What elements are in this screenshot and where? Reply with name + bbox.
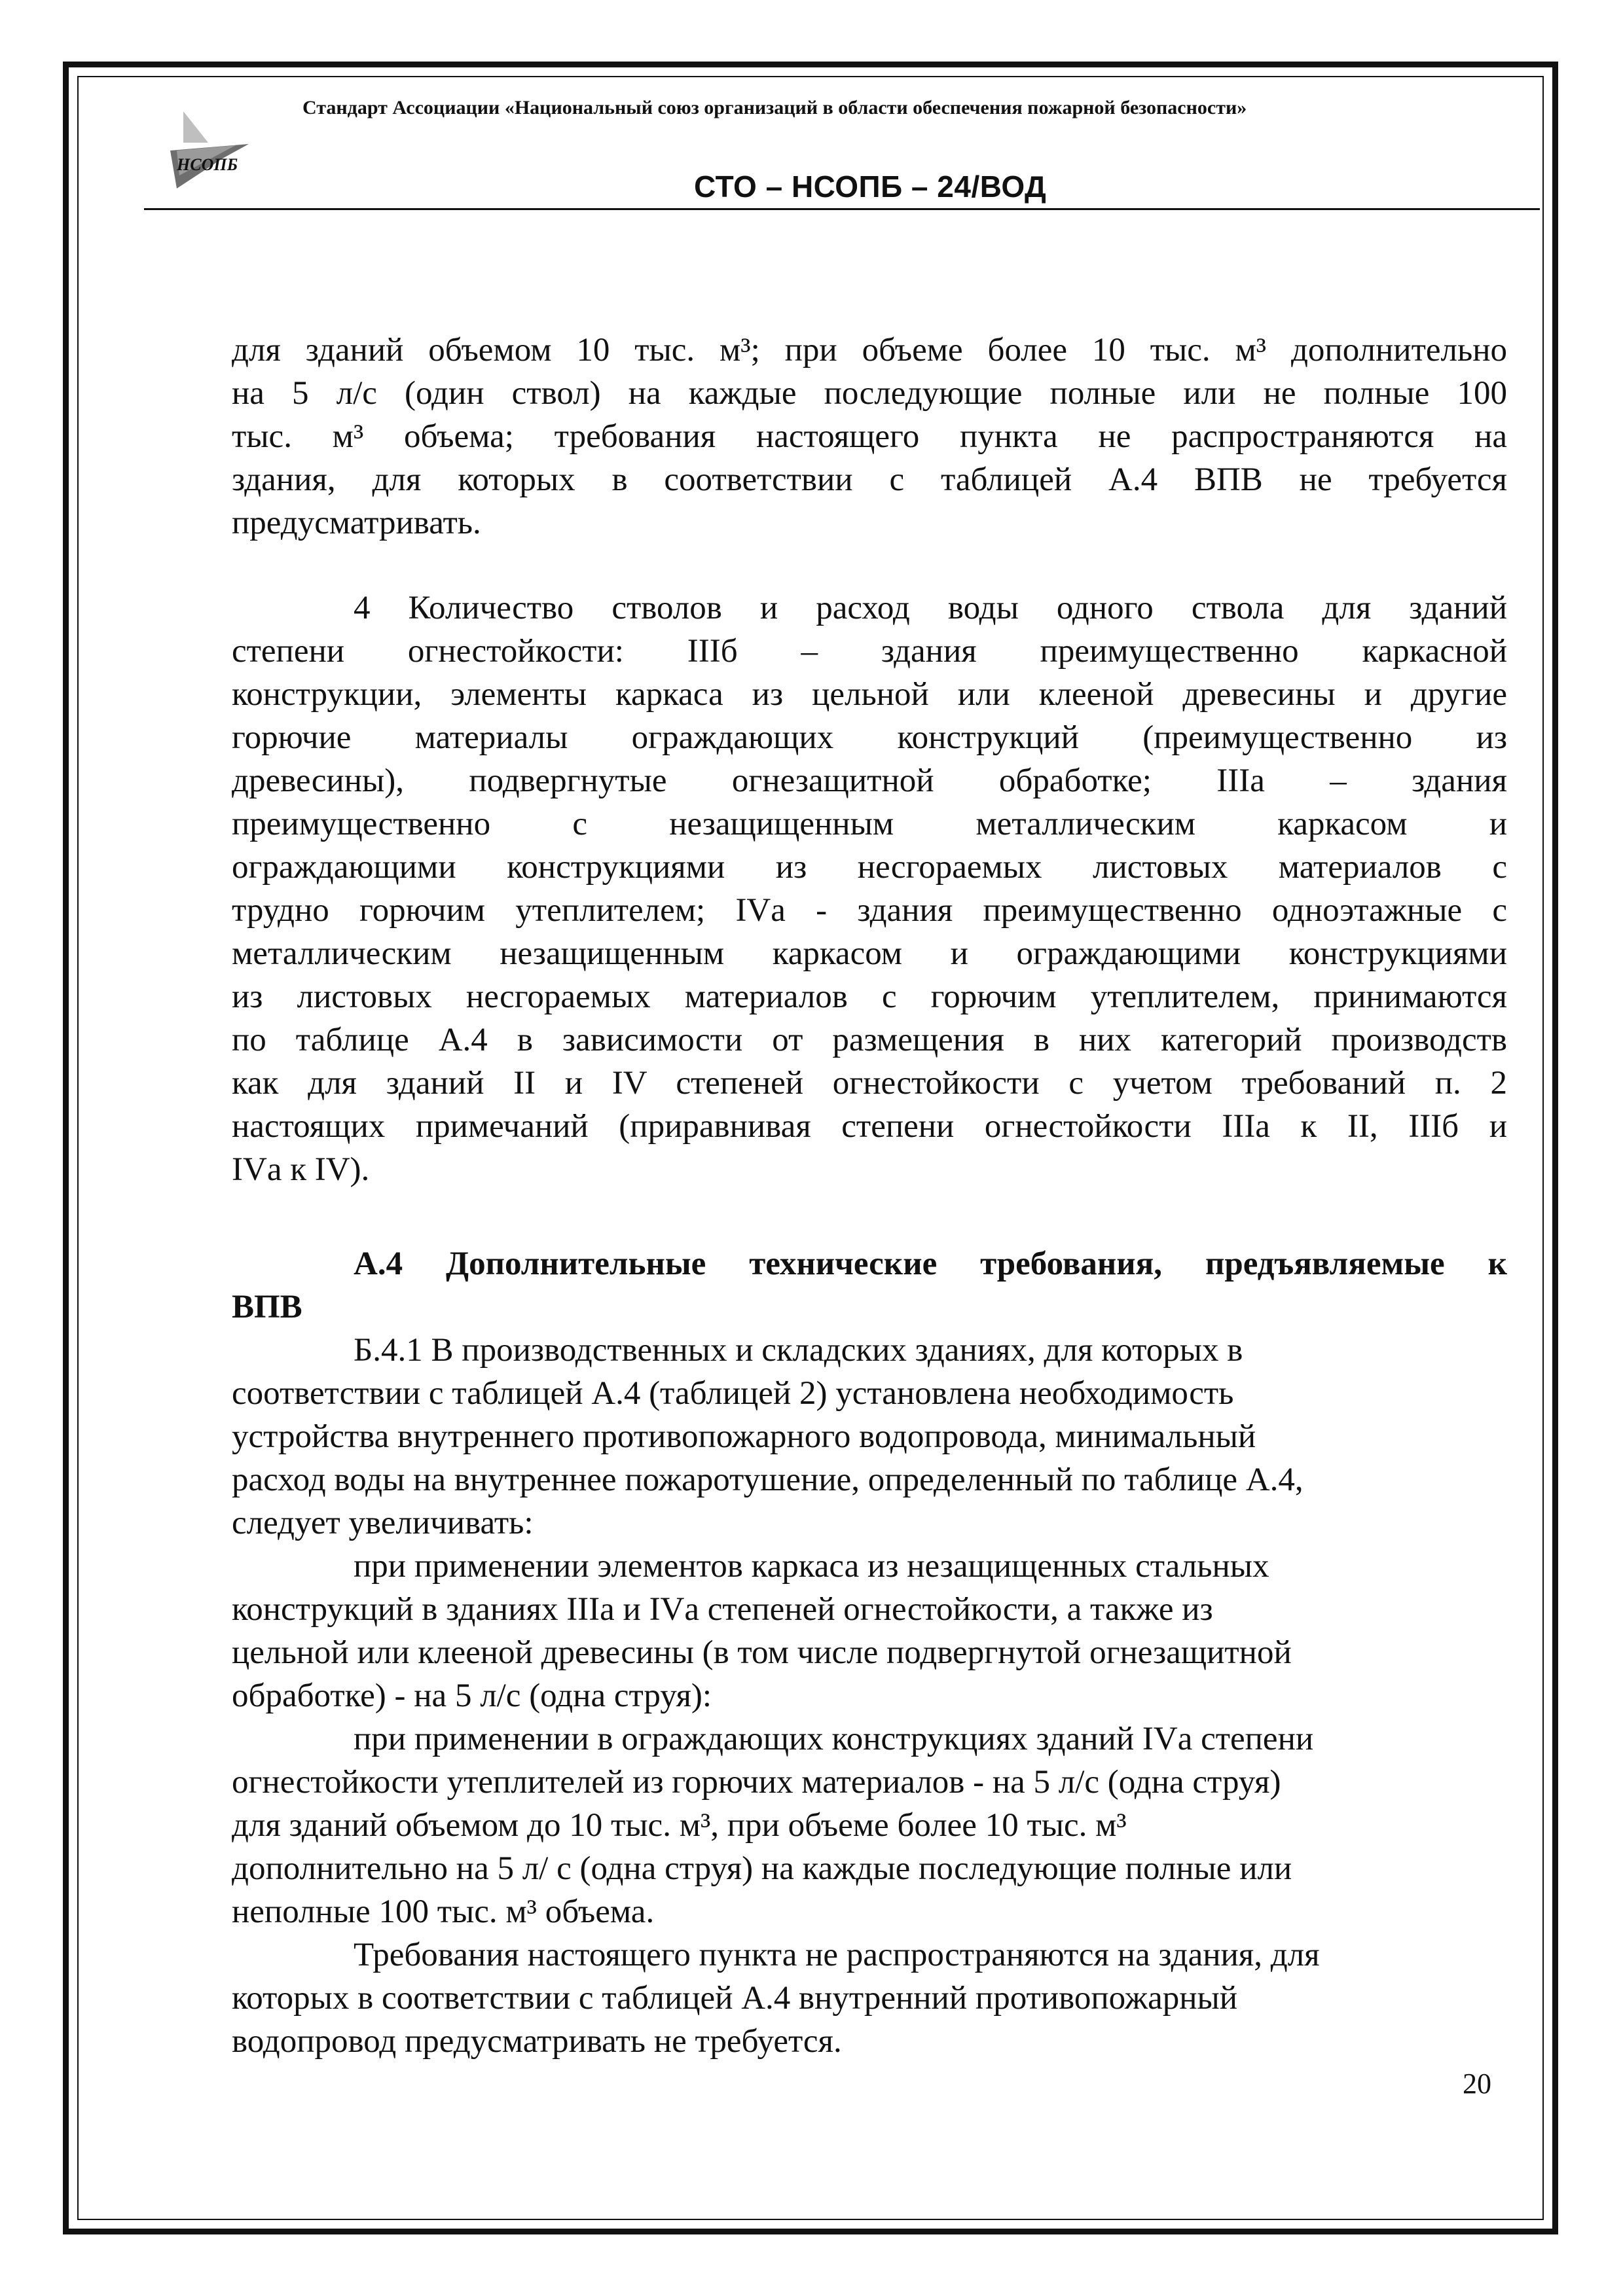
text-line: водопровод предусматривать не требуется. — [232, 2023, 842, 2060]
text-line: следует увеличивать: — [232, 1505, 534, 1541]
section-heading — [232, 1242, 1507, 1329]
heading-line: ВПВ — [232, 1289, 302, 1325]
text-line: IVа к IV). — [232, 1151, 370, 1188]
heading-line: А.4 Дополнительные технические требования, предъявляемые к — [354, 1246, 1507, 1282]
document-code: СТО – НСОПБ – 24/ВОД — [694, 170, 1047, 204]
text-line: настоящих примечаний (приравнивая степени огнестойкости IIIа к II, IIIб и — [232, 1108, 1507, 1145]
text-line: из листовых несгораемых материалов с горючим утеплителем, принимаются — [232, 978, 1507, 1015]
text-line: металлическим незащищенным каркасом и ограждающими конструкциями — [232, 935, 1507, 972]
text-line: при применении элементов каркаса из незащищенных стальных — [354, 1548, 1269, 1585]
text-line: устройства внутреннего противопожарного водопровода, минимальный — [232, 1418, 1256, 1455]
text-line: на 5 л/с (один ствол) на каждые последующие полные или не полные 100 — [232, 375, 1507, 412]
text-line: соответствии с таблицей А.4 (таблицей 2) установлена необходимость — [232, 1375, 1234, 1412]
text-line: древесины), подвергнутые огнезащитной обработке; IIIа – здания — [232, 762, 1507, 799]
text-line: здания, для которых в соответствии с таблицей А.4 ВПВ не требуется — [232, 461, 1507, 498]
text-line: которых в соответствии с таблицей А.4 внутренний противопожарный — [232, 1980, 1238, 2017]
text-line: предусматривать. — [232, 505, 481, 541]
text-line: при применении в ограждающих конструкциях зданий IVа степени — [354, 1721, 1314, 1757]
text-line: расход воды на внутреннее пожаротушение, определенный по таблице А.4, — [232, 1462, 1304, 1498]
text-line: трудно горючим утеплителем; IVа - здания преимущественно одноэтажные с — [232, 892, 1507, 929]
text-line: обработке) - на 5 л/с (одна струя): — [232, 1677, 712, 1714]
paragraph-4 — [232, 1545, 1507, 1717]
paragraph-6 — [232, 1933, 1507, 2063]
text-line: преимущественно с незащищенным металлическим каркасом и — [232, 806, 1507, 842]
paragraph-1 — [232, 329, 1507, 545]
header-divider — [144, 208, 1540, 210]
logo-text: НСОПБ — [177, 155, 238, 174]
text-line: для зданий объемом 10 тыс. м³; при объеме более 10 тыс. м³ дополнительно — [232, 332, 1507, 368]
text-line: горючие материалы ограждающих конструкций (преимущественно из — [232, 719, 1507, 756]
text-line: конструкций в зданиях IIIа и IVа степеней огнестойкости, а также из — [232, 1591, 1213, 1628]
text-line: Требования настоящего пункта не распространяются на здания, для — [354, 1937, 1320, 1973]
header-organization: Стандарт Ассоциации «Национальный союз организаций в области обеспечения пожарной безопасности» — [302, 97, 1247, 118]
page-number: 20 — [1463, 2068, 1491, 2100]
text-line: 4 Количество стволов и расход воды одного ствола для зданий — [354, 590, 1507, 626]
text-line: для зданий объемом до 10 тыс. м³, при объеме более 10 тыс. м³ — [232, 1807, 1127, 1844]
text-line: огнестойкости утеплителей из горючих материалов - на 5 л/с (одна струя) — [232, 1764, 1281, 1801]
text-line: Б.4.1 В производственных и складских зданиях, для которых в — [354, 1332, 1243, 1369]
text-line: тыс. м³ объема; требования настоящего пункта не распространяются на — [232, 418, 1507, 455]
text-line: по таблице А.4 в зависимости от размещения в них категорий производств — [232, 1022, 1507, 1058]
text-line: цельной или клееной древесины (в том числе подвергнутой огнезащитной — [232, 1634, 1292, 1671]
paragraph-5 — [232, 1717, 1507, 1933]
text-line: неполные 100 тыс. м³ объема. — [232, 1893, 655, 1930]
paragraph-3 — [232, 1329, 1507, 1545]
text-line: степени огнестойкости: IIIб – здания преимущественно каркасной — [232, 633, 1507, 670]
nsopb-logo — [157, 105, 255, 190]
text-line: как для зданий II и IV степеней огнестойкости с учетом требований п. 2 — [232, 1065, 1507, 1102]
text-line: ограждающими конструкциями из несгораемых листовых материалов с — [232, 849, 1507, 886]
text-line: дополнительно на 5 л/ с (одна струя) на каждые последующие полные или — [232, 1850, 1292, 1887]
paragraph-2 — [232, 586, 1507, 1191]
text-line: конструкции, элементы каркаса из цельной или клееной древесины и другие — [232, 676, 1507, 713]
